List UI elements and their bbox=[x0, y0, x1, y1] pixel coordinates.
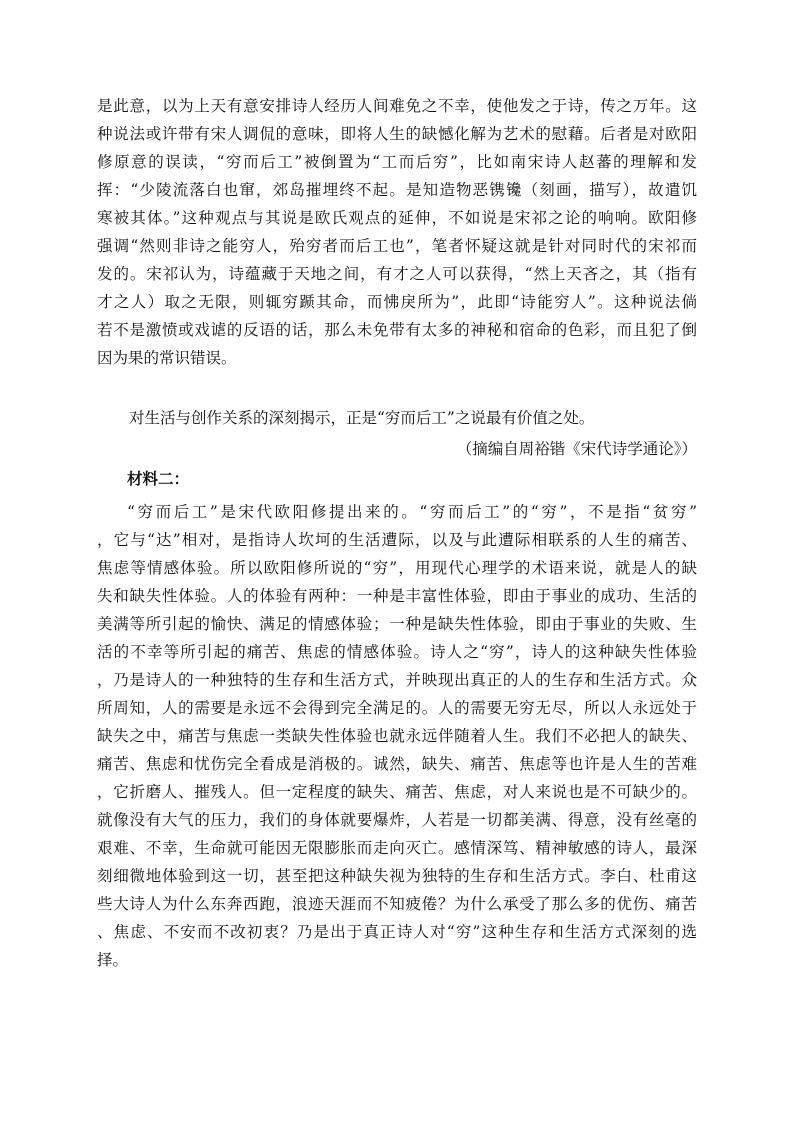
paragraph-line: 刻细微地体验到这一切，甚至把这种缺失视为独特的生存和生活方式。李白、杜甫这 bbox=[97, 867, 697, 885]
paragraph-line: “穷而后工”是宋代欧阳修提出来的。“穷而后工”的“穷”，不是指“贫穷” bbox=[127, 503, 697, 521]
material-one-paragraph bbox=[97, 92, 697, 372]
paragraph-line: 才之人）取之无限，则辄穷踬其命，而怫戾所为”，此即“诗能穷人”。这种说法倘 bbox=[97, 293, 697, 311]
paragraph-line: ，它与“达”相对，是指诗人坎坷的生活遭际，以及与此遭际相联系的人生的痛苦、 bbox=[97, 531, 697, 549]
paragraph-line: 美满等所引起的愉快、满足的情感体验；一种是缺失性体验，即由于事业的失败、生 bbox=[97, 615, 697, 633]
paragraph-line: 择。 bbox=[97, 951, 129, 969]
paragraph-line: ，乃是诗人的一种独特的生存和生活方式，并映现出真正的人的生存和生活方式。众 bbox=[97, 671, 697, 689]
paragraph-line: 缺失之中，痛苦与焦虑一类缺失性体验也就永远伴随着人生。我们不必把人的缺失、 bbox=[97, 727, 697, 745]
paragraph-line: 若不是激愤或戏谑的反语的话，那么未免带有太多的神秘和宿命的色彩，而且犯了倒 bbox=[97, 321, 697, 339]
paragraph-line: 艰难、不幸，生命就可能因无限膨胀而走向灭亡。感情深笃、精神敏感的诗人，最深 bbox=[97, 839, 697, 857]
paragraph-line: 就像没有大气的压力，我们的身体就要爆炸，人若是一切都美满、得意，没有丝毫的 bbox=[97, 811, 697, 829]
paragraph-line: 些大诗人为什么东奔西跑，浪迹天涯而不知疲倦？为什么承受了那么多的优伤、痛苦 bbox=[97, 895, 697, 913]
paragraph-line: 、焦虑、不安而不改初衷？乃是出于真正诗人对“穷”这种生存和生活方式深刻的选 bbox=[97, 923, 697, 941]
source-line: （摘编自周裕锴《宋代诗学通论》） bbox=[456, 440, 697, 458]
conclusion-line: 对生活与创作关系的深刻揭示，正是“穷而后工”之说最有价值之处。 bbox=[129, 409, 595, 427]
paragraph-line: 种说法或许带有宋人调侃的意味，即将人生的缺憾化解为艺术的慰藉。后者是对欧阳 bbox=[97, 125, 697, 143]
paragraph-line: ，它折磨人、摧残人。但一定程度的缺失、痛苦、焦虑，对人来说也是不可缺少的。 bbox=[97, 783, 697, 801]
section-heading: 材料二： bbox=[127, 469, 190, 488]
source-citation bbox=[97, 435, 697, 463]
paragraph-line: 寒被其体。”这种观点与其说是欧氏观点的延伸，不如说是宋祁之论的响响。欧阳修 bbox=[97, 209, 697, 227]
paragraph-line: 痛苦、焦虑和忧伤完全看成是消极的。诚然，缺失、痛苦、焦虑等也许是人生的苦难 bbox=[97, 755, 697, 773]
paragraph-line: 修原意的误读，“穷而后工”被倒置为“工而后穷”，比如南宋诗人赵蕃的理解和发 bbox=[97, 153, 697, 171]
paragraph-line: 所周知，人的需要是永远不会得到完全满足的。人的需要无穷无尽，所以人永远处于 bbox=[97, 699, 697, 717]
paragraph-line: 失和缺失性体验。人的体验有两种：一种是丰富性体验，即由于事业的成功、生活的 bbox=[97, 587, 697, 605]
material-two-paragraph bbox=[97, 498, 697, 974]
paragraph-line: 挥：“少陵流落白也窜，郊岛摧埋终不起。是知造物恶镌镵（刻画，描写），故遣饥 bbox=[97, 181, 697, 199]
paragraph-line: 发的。宋祁认为，诗蕴藏于天地之间，有才之人可以获得，“然上天吝之，其（指有 bbox=[97, 265, 697, 283]
paragraph-line: 强调“然则非诗之能穷人，殆穷者而后工也”，笔者怀疑这就是针对同时代的宋祁而 bbox=[97, 237, 697, 255]
paragraph-line: 因为果的常识错误。 bbox=[97, 349, 237, 367]
material-two-heading bbox=[127, 465, 697, 493]
conclusion-paragraph bbox=[129, 404, 697, 432]
paragraph-line: 活的不幸等所引起的痛苦、焦虑的情感体验。诗人之“穷”，诗人的这种缺失性体验 bbox=[97, 643, 697, 661]
paragraph-line: 焦虑等情感体验。所以欧阳修所说的“穷”，用现代心理学的术语来说，就是人的缺 bbox=[97, 559, 697, 577]
paragraph-line: 是此意，以为上天有意安排诗人经历人间难免之不幸，使他发之于诗，传之万年。这 bbox=[97, 97, 697, 115]
